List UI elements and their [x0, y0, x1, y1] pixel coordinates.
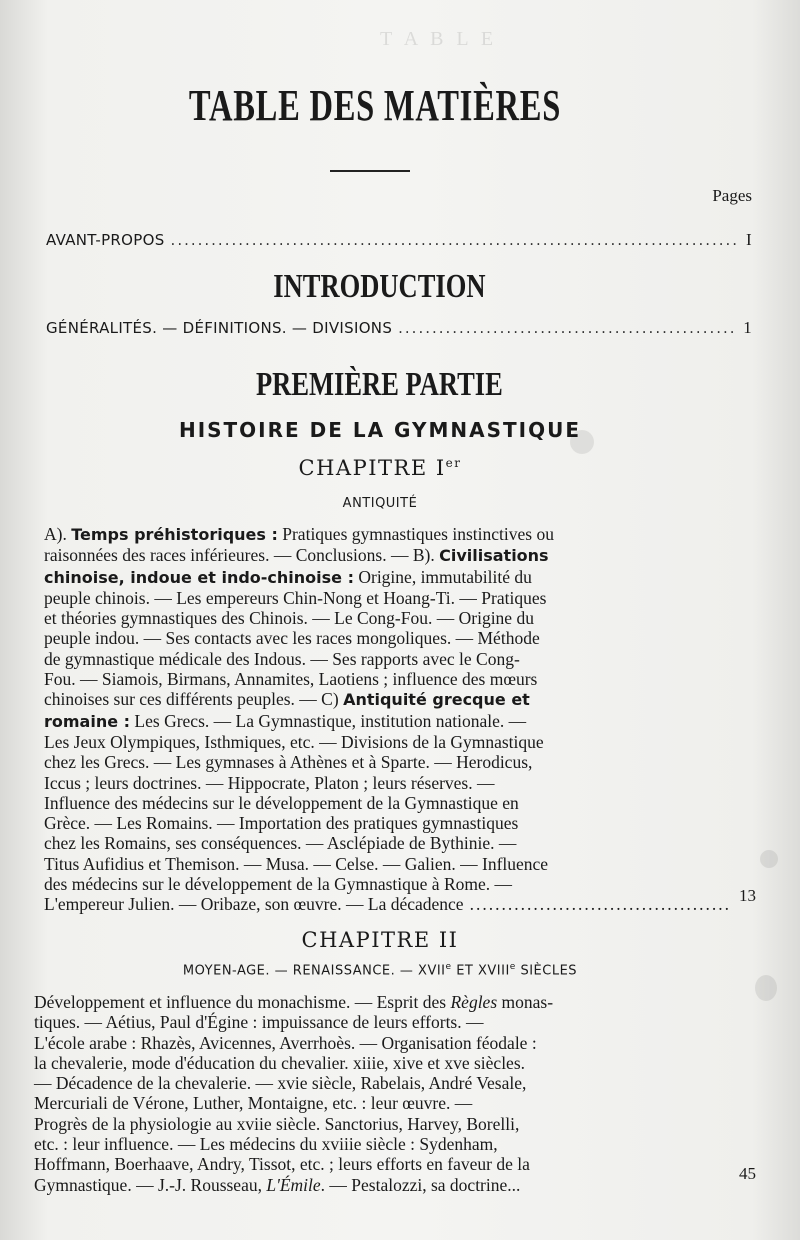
section-title-introduction: INTRODUCTION: [273, 268, 486, 305]
text-run: tiques. — Aétius, Paul d'Égine : impuissance de leurs efforts. —: [34, 1012, 484, 1033]
text-line: [44, 874, 734, 894]
chapter-title-main: CHAPITRE I: [298, 456, 446, 480]
text-line: [44, 854, 734, 874]
text-run: chez les Romains, ses conséquences. — Asclépiade de Bythinie. —: [44, 833, 517, 854]
paper-stain: [570, 430, 594, 454]
text-run: Mercuriali de Vérone, Luther, Montaigne, etc. : leur œuvre. —: [34, 1093, 473, 1114]
text-run: des médecins sur le développement de la Gymnastique à Rome. —: [44, 874, 512, 895]
text-line: [44, 793, 734, 813]
subtitle-sup: e: [509, 962, 516, 972]
text-run: chinoises sur ces différents peuples. — C): [44, 689, 344, 710]
chapter-subtitle-1: ANTIQUITÉ: [342, 496, 418, 511]
text-run: raisonnées des races inférieures. — Conclusions. — B).: [44, 545, 440, 566]
text-line: [44, 732, 734, 752]
text-line: [34, 1073, 734, 1093]
toc-entry-generalites: [46, 318, 752, 338]
text-line: [34, 1134, 734, 1154]
text-run: Règles: [450, 992, 498, 1012]
chapter-1-page: 13: [739, 886, 756, 905]
text-line: [44, 567, 734, 588]
text-run: Développement et influence du monachisme. — Esprit des: [34, 992, 451, 1012]
toc-entry-page: I: [746, 230, 752, 249]
text-line: [34, 992, 734, 1012]
text-line: [44, 588, 734, 608]
text-line: [44, 545, 734, 566]
text-run: chinoise, indoue et indo-chinoise :: [44, 567, 354, 587]
text-run: L'école arabe : Rhazès, Avicennes, Averrhoès. — Organisation féodale :: [34, 1032, 537, 1053]
text-run: Les Grecs. — La Gymnastique, institution nationale. —: [130, 710, 527, 731]
toc-entry-page: 1: [743, 318, 752, 337]
text-line: [34, 1033, 734, 1053]
subtitle-part: SIÈCLES: [515, 963, 578, 979]
text-run: Progrès de la physiologie au xviie siècle. Sanctorius, Harvey, Borelli,: [34, 1113, 520, 1134]
text-run: A).: [44, 524, 72, 544]
text-run: Iccus ; leurs doctrines. — Hippocrate, Platon ; leurs réserves. —: [44, 772, 495, 793]
text-line: [44, 628, 734, 648]
text-run: Gymnastique. — J.-J. Rousseau,: [34, 1174, 267, 1195]
text-line: [44, 524, 734, 545]
text-line: [34, 1093, 734, 1113]
text-run: Antiquité grecque et: [343, 690, 530, 710]
text-run: romaine :: [44, 711, 131, 731]
dot-leader: [171, 231, 740, 249]
text-run: etc. : leur influence. — Les médecins du xviiie siècle : Sydenham,: [34, 1134, 498, 1155]
text-line: [44, 689, 734, 710]
text-line: [44, 894, 734, 914]
text-run: L'Émile: [266, 1174, 321, 1195]
text-run: de gymnastique médicale des Indous. — Ses rapports avec le Cong-: [44, 648, 520, 669]
text-run: Hoffmann, Boerhaave, Andry, Tissot, etc. ; leurs efforts en faveur de la: [34, 1154, 530, 1175]
chapter-2-page: 45: [739, 1164, 756, 1183]
text-line: [44, 773, 734, 793]
toc-entry-label: GÉNÉRALITÉS. — DÉFINITIONS. — DIVISIONS: [46, 319, 393, 337]
text-run: Influence des médecins sur le développement de la Gymnastique en: [44, 792, 519, 813]
dot-leader: [470, 894, 728, 914]
toc-entry-avant-propos: [46, 230, 752, 250]
text-line: [44, 711, 734, 732]
text-run: L'empereur Julien. — Oribaze, son œuvre. — La décadence: [44, 894, 464, 915]
text-run: Civilisations: [439, 546, 549, 566]
text-line: [44, 649, 734, 669]
bleed-through-text: T A B L E: [380, 28, 498, 50]
text-line: [44, 833, 734, 853]
paper-stain: [755, 975, 777, 1001]
text-line: [44, 813, 734, 833]
paper-stain: [760, 850, 778, 868]
text-run: peuple chinois. — Les empereurs Chin-Nong et Hoang-Ti. — Pratiques: [44, 587, 547, 608]
pages-column-label: Pages: [712, 186, 752, 205]
text-run: peuple indou. — Ses contacts avec les races mongoliques. — Méthode: [44, 628, 540, 649]
text-run: . — Pestalozzi, sa doctrine...: [320, 1174, 521, 1195]
text-line: [44, 669, 734, 689]
text-line: [34, 1154, 734, 1174]
dot-leader: [398, 319, 737, 337]
chapter-subtitle-2: [0, 962, 760, 978]
text-run: la chevalerie, mode d'éducation du chevalier. xiiie, xive et xve siècles.: [34, 1052, 526, 1073]
text-line: [34, 1012, 734, 1032]
text-line: [44, 608, 734, 628]
text-run: Les Jeux Olympiques, Isthmiques, etc. — Divisions de la Gymnastique: [44, 731, 544, 752]
text-run: Titus Aufidius et Themison. — Musa. — Celse. — Galien. — Influence: [44, 853, 549, 874]
text-run: et théories gymnastiques des Chinois. — Le Cong-Fou. — Origine du: [44, 608, 534, 629]
text-run: Grèce. — Les Romains. — Importation des pratiques gymnastiques: [44, 813, 519, 834]
subtitle-part: MOYEN-AGE. — RENAISSANCE. — XVII: [182, 963, 446, 979]
text-line: [34, 1175, 734, 1195]
chapter-title-2: CHAPITRE II: [301, 928, 459, 952]
subtitle-sup: e: [445, 962, 452, 972]
chapter-2-summary: [34, 992, 734, 1195]
text-line: [34, 1114, 734, 1134]
text-run: — Décadence de la chevalerie. — xvie siècle, Rabelais, André Vesale,: [34, 1073, 527, 1094]
subtitle-part: ET XVIII: [451, 963, 510, 979]
section-title-partie1: PREMIÈRE PARTIE: [255, 366, 503, 403]
chapter-title-1: [0, 456, 760, 480]
page-title: TABLE DES MATIÈRES: [188, 81, 562, 130]
text-run: Temps préhistoriques :: [71, 525, 278, 544]
chapter-title-sup: er: [445, 456, 462, 470]
toc-entry-label: AVANT-PROPOS: [46, 231, 165, 249]
text-run: Fou. — Siamois, Birmans, Annamites, Laotiens ; influence des mœurs: [44, 669, 538, 690]
text-run: Origine, immutabilité du: [353, 566, 532, 587]
text-run: monas-: [497, 992, 554, 1012]
chapter-1-summary: [44, 524, 734, 915]
text-line: [34, 1053, 734, 1073]
section-subtitle-partie1: HISTOIRE DE LA GYMNASTIQUE: [178, 418, 582, 442]
text-run: chez les Grecs. — Les gymnases à Athènes et à Sparte. — Herodicus,: [44, 752, 533, 773]
text-line: [44, 752, 734, 772]
text-run: Pratiques gymnastiques instinctives ou: [277, 524, 554, 544]
title-rule: [330, 170, 410, 172]
